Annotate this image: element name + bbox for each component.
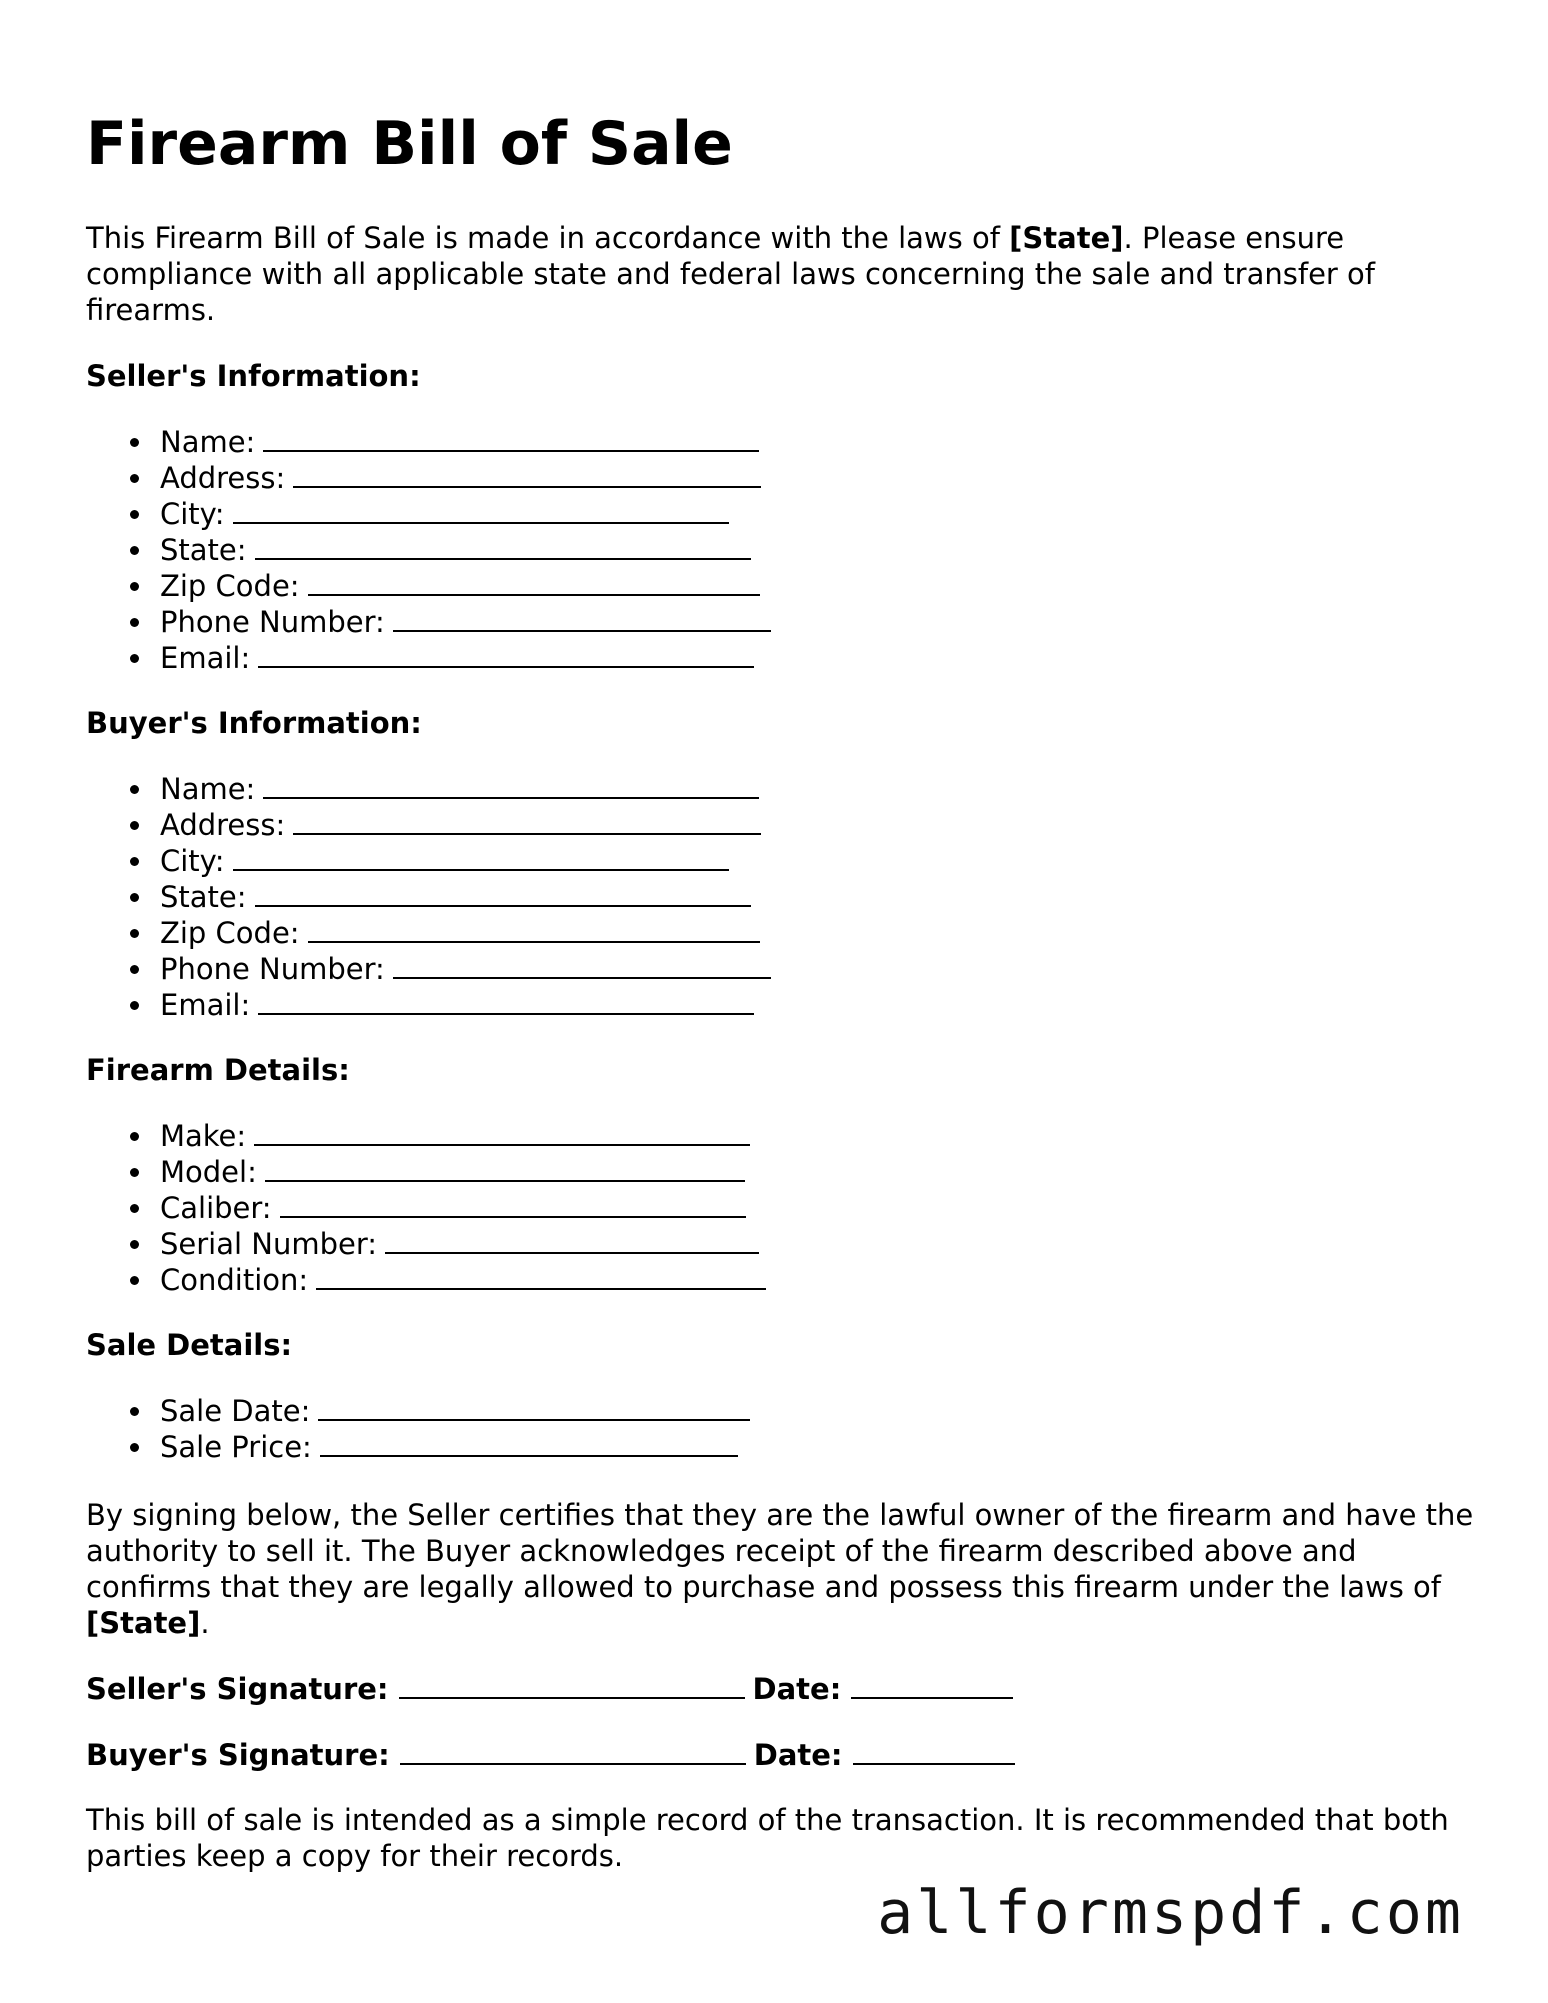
buyer-signature-label: Buyer's Signature: — [86, 1738, 390, 1772]
certification-state-placeholder: [State] — [86, 1606, 201, 1640]
closing-paragraph: This bill of sale is intended as a simple record of the transaction. It is recommended that both parties keep a copy for their records. — [86, 1803, 1449, 1873]
firearm-model-blank[interactable] — [265, 1153, 745, 1182]
field-label: State: — [160, 533, 247, 567]
seller-zip-field — [160, 567, 771, 603]
field-label: Zip Code: — [160, 569, 300, 603]
certification-paragraph — [86, 1497, 1486, 1641]
certification-text-end: . — [200, 1606, 210, 1640]
buyer-signature-blank[interactable] — [400, 1736, 746, 1765]
buyer-address-field — [160, 806, 771, 842]
field-label: Make: — [160, 1119, 247, 1153]
field-label: City: — [160, 497, 225, 531]
seller-fields-list — [86, 423, 771, 675]
field-label: Model: — [160, 1155, 257, 1189]
buyer-state-blank[interactable] — [255, 878, 751, 907]
intro-paragraph — [86, 220, 1466, 328]
field-label: Caliber: — [160, 1191, 272, 1225]
firearm-caliber-field — [160, 1189, 766, 1225]
firearm-fields-list — [86, 1117, 766, 1297]
seller-email-field — [160, 639, 771, 675]
field-label: Name: — [160, 425, 256, 459]
field-label: State: — [160, 880, 247, 914]
field-label: Email: — [160, 988, 251, 1022]
firearm-caliber-blank[interactable] — [280, 1189, 746, 1218]
buyer-date-label: Date: — [753, 1738, 843, 1772]
firearm-make-field — [160, 1117, 766, 1153]
firearm-heading: Firearm Details: — [86, 1053, 350, 1087]
field-label: Serial Number: — [160, 1227, 378, 1261]
field-label: Address: — [160, 808, 286, 842]
field-label: Phone Number: — [160, 605, 385, 639]
firearm-condition-blank[interactable] — [316, 1261, 766, 1290]
field-label: City: — [160, 844, 225, 878]
firearm-condition-field — [160, 1261, 766, 1297]
seller-address-field — [160, 459, 771, 495]
intro-text-start: This Firearm Bill of Sale is made in accordance with the laws of — [86, 221, 1010, 255]
seller-signature-blank[interactable] — [399, 1670, 745, 1699]
seller-date-blank[interactable] — [851, 1670, 1013, 1699]
seller-date-label: Date: — [752, 1672, 842, 1706]
sale-price-blank[interactable] — [320, 1428, 738, 1457]
buyer-email-blank[interactable] — [258, 986, 754, 1015]
seller-signature-line — [86, 1670, 1021, 1707]
field-label: Condition: — [160, 1263, 309, 1297]
field-label: Email: — [160, 641, 251, 675]
field-label: Zip Code: — [160, 916, 300, 950]
buyer-zip-blank[interactable] — [308, 914, 760, 943]
sale-fields-list — [86, 1392, 750, 1464]
seller-city-field — [160, 495, 771, 531]
certification-text: By signing below, the Seller certifies that they are the lawful owner of the firearm and have the authority to sell it. The Buyer acknowledges receipt of the firearm described above and confirms that they are legally allowed to purchase and possess this firearm under the laws of — [86, 1498, 1474, 1604]
field-label: Phone Number: — [160, 952, 385, 986]
buyer-zip-field — [160, 914, 771, 950]
sale-price-field — [160, 1428, 750, 1464]
buyer-phone-field — [160, 950, 771, 986]
document-title: Firearm Bill of Sale — [86, 109, 733, 179]
firearm-serial-field — [160, 1225, 766, 1261]
sale-date-blank[interactable] — [318, 1392, 750, 1421]
seller-state-field — [160, 531, 771, 567]
buyer-email-field — [160, 986, 771, 1022]
buyer-state-field — [160, 878, 771, 914]
buyer-city-blank[interactable] — [233, 842, 729, 871]
seller-phone-blank[interactable] — [393, 603, 771, 632]
firearm-make-blank[interactable] — [254, 1117, 750, 1146]
field-label: Sale Date: — [160, 1394, 311, 1428]
seller-heading: Seller's Information: — [86, 359, 421, 393]
seller-phone-field — [160, 603, 771, 639]
seller-zip-blank[interactable] — [308, 567, 760, 596]
seller-address-blank[interactable] — [293, 459, 761, 488]
seller-email-blank[interactable] — [258, 639, 754, 668]
seller-name-field — [160, 423, 771, 459]
seller-state-blank[interactable] — [255, 531, 751, 560]
buyer-name-blank[interactable] — [263, 770, 759, 799]
buyer-signature-line — [86, 1736, 1023, 1773]
field-label: Sale Price: — [160, 1430, 312, 1464]
seller-name-blank[interactable] — [263, 423, 759, 452]
buyer-address-blank[interactable] — [293, 806, 761, 835]
seller-city-blank[interactable] — [233, 495, 729, 524]
field-label: Address: — [160, 461, 286, 495]
firearm-model-field — [160, 1153, 766, 1189]
sale-date-field — [160, 1392, 750, 1428]
seller-signature-label: Seller's Signature: — [86, 1672, 389, 1706]
sale-heading: Sale Details: — [86, 1328, 293, 1362]
intro-text-end: . Please ensure compliance with all applicable state and federal laws concerning the sale and transfer of firearms. — [86, 221, 1375, 327]
buyer-fields-list — [86, 770, 771, 1022]
buyer-name-field — [160, 770, 771, 806]
field-label: Name: — [160, 772, 256, 806]
watermark-text: allformspdf.com — [877, 1878, 1464, 1948]
buyer-phone-blank[interactable] — [393, 950, 771, 979]
buyer-city-field — [160, 842, 771, 878]
buyer-date-blank[interactable] — [853, 1736, 1015, 1765]
firearm-serial-blank[interactable] — [385, 1225, 759, 1254]
intro-state-placeholder: [State] — [1009, 221, 1124, 255]
buyer-heading: Buyer's Information: — [86, 706, 422, 740]
